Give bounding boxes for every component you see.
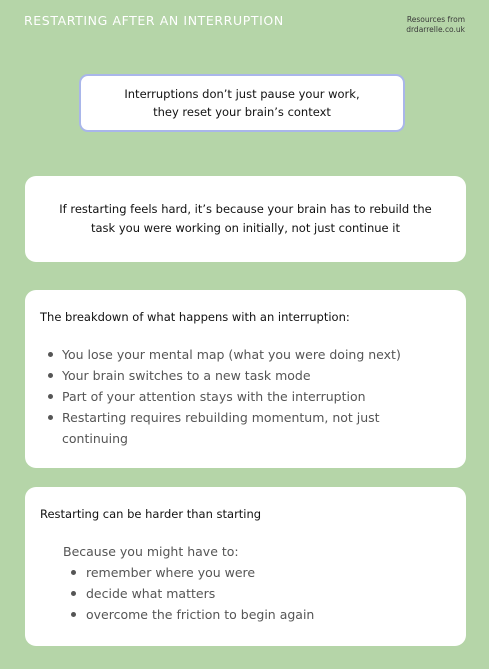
source-line-2: drdarrelle.co.uk xyxy=(406,25,465,34)
list-item: decide what matters xyxy=(70,583,451,604)
list-item: overcome the friction to begin again xyxy=(70,604,451,625)
list-item xyxy=(47,407,451,449)
restarting-heading: Restarting can be harder than starting xyxy=(40,507,262,521)
breakdown-card xyxy=(25,290,466,468)
callout-line-2: they reset your brain’s context xyxy=(153,105,331,119)
list-item-line-1: Restarting requires rebuilding momentum, not just xyxy=(62,410,380,425)
source-credit xyxy=(406,15,465,35)
list-item: Part of your attention stays with the interruption xyxy=(47,386,451,407)
source-line-1: Resources from xyxy=(406,15,465,24)
explanation-line-1: If restarting feels hard, it’s because your brain has to rebuild the xyxy=(59,202,432,216)
list-item: remember where you were xyxy=(70,562,451,583)
list-item: Your brain switches to a new task mode xyxy=(47,365,451,386)
restarting-card xyxy=(25,487,466,646)
breakdown-heading: The breakdown of what happens with an interruption: xyxy=(40,310,350,324)
key-message-callout xyxy=(79,74,405,132)
breakdown-list xyxy=(47,344,451,449)
restarting-list xyxy=(70,562,451,625)
callout-line-1: Interruptions don’t just pause your work, xyxy=(124,87,360,101)
list-item: You lose your mental map (what you were doing next) xyxy=(47,344,451,365)
page-title: RESTARTING AFTER AN INTERRUPTION xyxy=(24,13,284,28)
explanation-card xyxy=(25,176,466,262)
restarting-intro: Because you might have to: xyxy=(63,544,239,559)
explanation-line-2: task you were working on initially, not just continue it xyxy=(90,221,400,235)
list-item-line-2: continuing xyxy=(62,431,128,446)
